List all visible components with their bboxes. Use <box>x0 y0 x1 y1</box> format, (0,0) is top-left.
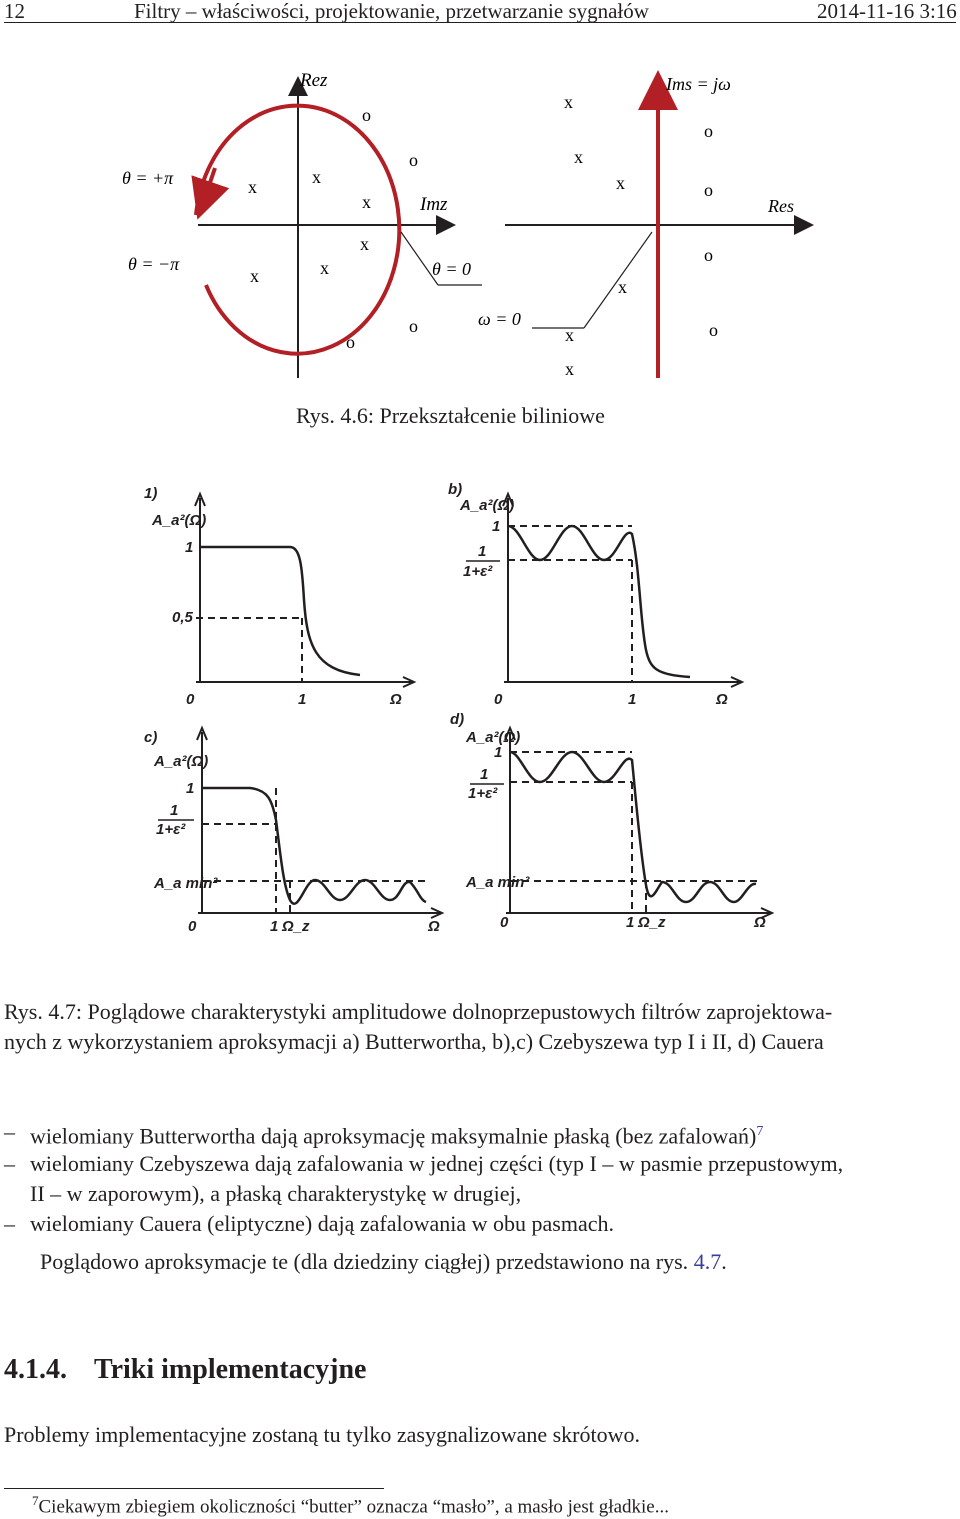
zero-marker: o <box>704 245 713 265</box>
list-dash: – <box>4 1211 15 1236</box>
list-item-1-text: wielomiany Butterwortha dają aproksymację maksymalnie płaską (bez zafalowań) <box>30 1123 757 1149</box>
paragraph-problems: Problemy implementacyjne zostaną tu tylko zasygnalizowane skrótowo. <box>4 1422 641 1447</box>
bilinear-transform-figure <box>0 60 960 390</box>
paragraph-text: Poglądowo aproksymacje te (dla dziedziny ciągłej) przedstawiono na rys. <box>40 1249 689 1274</box>
ims-label: Ims = jω <box>666 74 731 94</box>
plot-d-x0: 0 <box>500 914 509 931</box>
theta-plus-label: θ = +π <box>122 168 174 188</box>
plot-a-ylabel: A_a²(Ω) <box>152 512 207 529</box>
plot-c-label: c) <box>144 729 158 746</box>
zero-marker: o <box>409 316 418 336</box>
footnote <box>32 1493 669 1518</box>
plot-d-ymin: A_a min² <box>466 874 530 891</box>
s-plane-poles <box>564 92 718 379</box>
plot-b-yeps-den: 1+ε² <box>463 563 493 580</box>
list-item-2-line2: II – w zaporowym), a płaską charakterystykę w drugiej, <box>30 1181 522 1206</box>
figure-4-6-caption: Rys. 4.6: Przekształcenie biliniowe <box>296 403 605 428</box>
plot-d-yeps-num: 1 <box>480 766 489 783</box>
plot-chebyshev-1 <box>503 494 742 687</box>
pole-marker: x <box>250 266 259 286</box>
plot-c-x1: 1 <box>270 918 279 935</box>
plot-a-xlabel: Ω <box>390 691 402 708</box>
zero-marker: o <box>346 332 355 352</box>
plot-b-ylabel: A_a²(Ω) <box>460 497 515 514</box>
theta-minus-label: θ = −π <box>128 254 180 274</box>
pole-marker: x <box>616 173 625 193</box>
footnote-ref[interactable]: 7 <box>756 1124 764 1139</box>
z-plane-poles <box>248 105 418 352</box>
header-rule <box>4 22 956 23</box>
figure-4-7-caption-line2: nych z wykorzystaniem aproksymacji a) Butterwortha, b),c) Czebyszewa typ I i II, d) Cauera <box>4 1029 824 1054</box>
rez-label: Rez <box>300 70 328 91</box>
pole-marker: x <box>320 258 329 278</box>
figure-link[interactable]: 4.7 <box>693 1249 722 1274</box>
zero-marker: o <box>709 320 718 340</box>
page-number: 12 <box>4 0 25 23</box>
list-dash: – <box>4 1151 15 1176</box>
section-number: 4.1.4. <box>4 1354 67 1385</box>
pole-marker: x <box>362 192 371 212</box>
list-item-2-line1: wielomiany Czebyszewa dają zafalowania w jednej części (typ I – w pasmie przepustowym, <box>30 1151 844 1176</box>
pole-marker: x <box>565 359 574 379</box>
section-title: Triki implementacyjne <box>94 1354 367 1385</box>
plot-c-ymin: A_a min² <box>154 875 218 892</box>
pole-marker: x <box>248 177 257 197</box>
plot-c-xlabel: Ω <box>428 918 440 935</box>
zero-marker: o <box>362 105 371 125</box>
omega-zero-label: ω = 0 <box>478 309 521 329</box>
plot-a-x0: 0 <box>186 691 195 708</box>
zero-marker: o <box>704 180 713 200</box>
plot-b-y1: 1 <box>492 518 501 535</box>
footnote-rule <box>4 1488 384 1489</box>
plot-c-yeps-num: 1 <box>170 802 179 819</box>
plot-d-y1: 1 <box>494 744 503 761</box>
list-item-3: wielomiany Cauera (eliptyczne) dają zafalowania w obu pasmach. <box>30 1211 614 1236</box>
zero-marker: o <box>704 121 713 141</box>
plot-d-xlabel: Ω <box>754 914 766 931</box>
list-dash: – <box>4 1119 15 1144</box>
pole-marker: x <box>360 234 369 254</box>
res-label: Res <box>768 196 794 216</box>
plot-d-xz: Ω_z <box>638 914 666 931</box>
plot-a-y1: 1 <box>185 539 194 556</box>
imz-label: Imz <box>420 194 448 215</box>
footnote-mark: 7 <box>32 1493 39 1508</box>
list-item <box>30 1116 763 1152</box>
plot-b-xlabel: Ω <box>716 691 728 708</box>
plot-butterworth <box>195 494 414 687</box>
plot-d-x1: 1 <box>626 914 635 931</box>
plot-a-y05: 0,5 <box>172 609 193 626</box>
plot-c-x0: 0 <box>188 918 197 935</box>
pole-marker: x <box>574 147 583 167</box>
plot-a-label: 1) <box>144 485 158 502</box>
plot-b-x1: 1 <box>628 691 637 708</box>
plot-d-ylabel: A_a²(Ω) <box>466 729 521 746</box>
pole-marker: x <box>312 167 321 187</box>
plot-cauer <box>505 728 772 918</box>
plot-c-ylabel: A_a²(Ω) <box>154 753 209 770</box>
theta-zero-label: θ = 0 <box>432 259 471 279</box>
plot-b-label: b) <box>448 481 463 498</box>
plot-d-yeps-den: 1+ε² <box>468 785 498 802</box>
zero-marker: o <box>409 150 418 170</box>
filter-approximations-figure <box>0 470 960 960</box>
header-date: 2014-11-16 3:16 <box>817 0 957 23</box>
pole-marker: x <box>565 325 574 345</box>
pole-marker: x <box>618 277 627 297</box>
plot-b-x0: 0 <box>494 691 503 708</box>
paragraph-figure-reference <box>40 1246 727 1278</box>
plot-b-yeps-num: 1 <box>478 543 487 560</box>
running-title: Filtry – właściwości, projektowanie, przetwarzanie sygnałów <box>134 0 649 23</box>
plot-chebyshev-2 <box>197 728 442 918</box>
plot-c-y1: 1 <box>186 780 195 797</box>
plot-d-label: d) <box>450 711 465 728</box>
plot-a-x1: 1 <box>298 691 307 708</box>
paragraph-period: . <box>721 1249 727 1274</box>
plot-c-yeps-den: 1+ε² <box>156 821 186 838</box>
figure-4-7-caption-line1: Rys. 4.7: Poglądowe charakterystyki amplitudowe dolnoprzepustowych filtrów zaprojektowa- <box>4 999 833 1024</box>
footnote-text: Ciekawym zbiegiem okoliczności “butter” oznacza “masło”, a masło jest gładkie... <box>38 1496 669 1518</box>
pole-marker: x <box>564 92 573 112</box>
plot-c-xz: Ω_z <box>282 918 310 935</box>
